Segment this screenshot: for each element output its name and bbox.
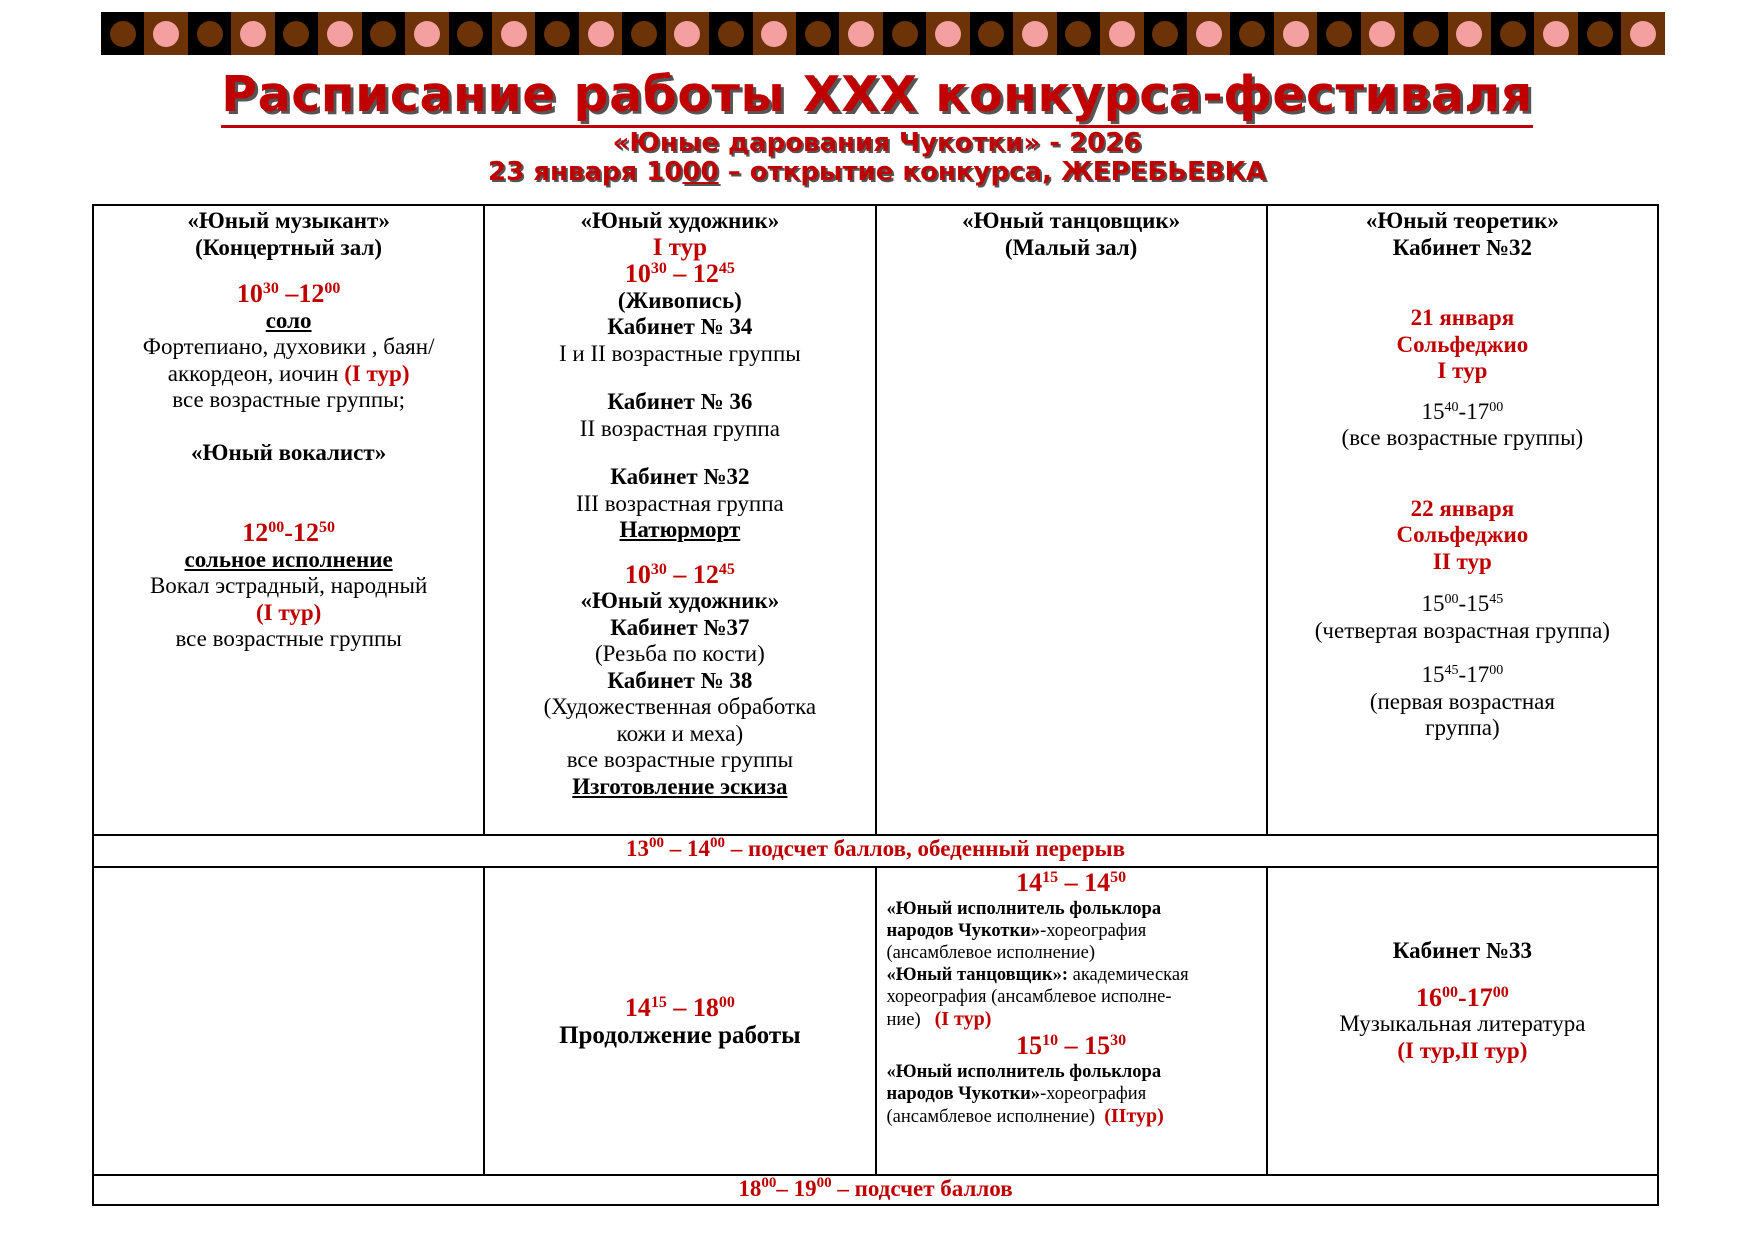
room-desc: (Резьба по кости) (595, 641, 765, 666)
border-tile (1057, 12, 1100, 55)
border-tile (1100, 12, 1143, 55)
border-dot (153, 21, 179, 47)
artist-afternoon-cell (484, 867, 875, 1175)
border-dot (1369, 21, 1395, 47)
room-groups: все возрастные группы (566, 747, 794, 772)
musician-afternoon-cell (93, 867, 484, 1175)
border-tile (1187, 12, 1230, 55)
still-life-label: Натюрморт (619, 517, 741, 542)
groups-line: (все возрастные группы) (1341, 425, 1584, 450)
border-dot (674, 21, 700, 47)
border-dot (283, 21, 309, 47)
border-dot (457, 21, 483, 47)
room-label: Кабинет №32 (610, 464, 750, 489)
border-tile (362, 12, 405, 55)
date-label: 21 января (1410, 305, 1515, 330)
room-groups: III возрастная группа (575, 490, 784, 516)
room-desc: (Художественная обработка (543, 694, 817, 719)
round-label: (I тур,II тур) (1397, 1037, 1528, 1063)
room-label: Кабинет № 38 (607, 667, 753, 693)
border-tile (753, 12, 796, 55)
border-tile (1274, 12, 1317, 55)
border-tile (1317, 12, 1360, 55)
border-tile (231, 12, 274, 55)
border-tile (883, 12, 926, 55)
border-tile (579, 12, 622, 55)
musician-cell (93, 205, 484, 835)
time-range: $14^{15} - 18^{00}$ (624, 992, 735, 1022)
column-title: «Юный музыкант» (187, 208, 390, 233)
time-range: $15^{45}-17^{00}$ (1421, 662, 1504, 687)
border-dot (588, 21, 614, 47)
ensemble-line: (ансамблевое исполнение) (886, 943, 1095, 963)
column-room: (Концертный зал) (195, 234, 383, 260)
border-tile (709, 12, 752, 55)
border-tile (666, 12, 709, 55)
border-tile (144, 12, 187, 55)
column-room: (Малый зал) (1004, 234, 1138, 260)
border-dot (935, 21, 961, 47)
room-label: Кабинет №37 (610, 614, 750, 640)
border-tile (1578, 12, 1621, 55)
subject-label: Сольфеджио (1396, 522, 1529, 547)
border-dot (1500, 21, 1526, 47)
groups-line: (первая возрастная (1369, 688, 1555, 714)
column-title: «Юный танцовщик» (962, 208, 1181, 233)
border-dot (1109, 21, 1135, 47)
round-label: I тур (1437, 358, 1488, 383)
date-label: 22 января (1410, 495, 1515, 521)
border-dot (848, 21, 874, 47)
border-tile (839, 12, 882, 55)
room-label: Кабинет № 34 (607, 314, 753, 339)
dancer-line: ние) (I тур) (886, 1008, 992, 1030)
time-range: $14^{15} - 14^{50}$ (1016, 868, 1127, 897)
time-range: $15^{40}-17^{00}$ (1421, 398, 1504, 424)
border-dot (1065, 21, 1091, 47)
table-row (93, 867, 1658, 1175)
groups-line: группа) (1425, 715, 1500, 740)
column-title: «Юный художник» (580, 208, 780, 233)
border-dot (240, 21, 266, 47)
time-range: $10^{30}$ $-12^{00}$ (236, 279, 341, 308)
border-dot (110, 21, 136, 47)
theorist-afternoon-cell (1267, 867, 1658, 1175)
time-range: $12^{00}-12^{50}$ (242, 518, 335, 547)
border-dot (197, 21, 223, 47)
border-tile (1361, 12, 1404, 55)
dancer-line: хореография (ансамблевое исполне- (886, 987, 1172, 1007)
subject-label: Музыкальная литература (1339, 1011, 1586, 1036)
border-tile (1448, 12, 1491, 55)
instruments-line: аккордеон, иочин (I тур) (167, 360, 410, 386)
painting-label: (Живопись) (617, 287, 742, 313)
border-tile (926, 12, 969, 55)
room-label: Кабинет № 36 (607, 389, 753, 414)
round-label: II тур (1432, 548, 1492, 574)
time-range: $10^{30} - 12^{45}$ (624, 259, 735, 288)
time-range: $15^{10} - 15^{30}$ (1016, 1031, 1127, 1060)
time-range: $10^{30} - 12^{45}$ (624, 559, 735, 589)
solo-performance-label: сольное исполнение (184, 546, 393, 572)
scoring-row: $18^{00}-$ $19^{00}$ – подсчет баллов (93, 1175, 1658, 1205)
border-tile (101, 12, 144, 55)
sketch-label: Изготовление эскиза (572, 773, 788, 799)
time-range: $16^{00}-17^{00}$ (1416, 982, 1509, 1012)
border-tile (1230, 12, 1273, 55)
artist-cell (484, 205, 875, 835)
folk-line: «Юный исполнитель фольклора (886, 1062, 1162, 1082)
time-range: $15^{00}-15^{45}$ (1421, 591, 1504, 616)
column-room: Кабинет №32 (1392, 234, 1532, 260)
room-groups: II возрастная группа (579, 415, 780, 441)
border-dot (414, 21, 440, 47)
instruments-line: Фортепиано, духовики , баян/ (142, 334, 435, 359)
border-tile (1491, 12, 1534, 55)
border-dot (1239, 21, 1265, 47)
room-desc: кожи и меха) (616, 720, 744, 746)
border-tile (405, 12, 448, 55)
vocal-round: (I тур) (255, 599, 322, 625)
border-tile (318, 12, 361, 55)
border-tile (449, 12, 492, 55)
border-dot (1326, 21, 1352, 47)
table-row (93, 205, 1658, 835)
room-groups: I и II возрастные группы (559, 340, 801, 366)
opening-line: 23 января 1000 – открытие конкурса, ЖЕРЕБЬЕВКА (488, 157, 1266, 187)
border-tile (275, 12, 318, 55)
dancer-line: «Юный танцовщик»: академическая (886, 965, 1189, 985)
border-tile (1144, 12, 1187, 55)
border-tile (492, 12, 535, 55)
artist-title: «Юный художник» (580, 588, 780, 613)
border-tile (1404, 12, 1447, 55)
dancer-afternoon-cell (876, 867, 1267, 1175)
vocal-title: «Юный вокалист» (191, 439, 387, 465)
border-dot (761, 21, 787, 47)
table-row (93, 1175, 1658, 1205)
border-dot (1283, 21, 1309, 47)
border-dot (631, 21, 657, 47)
border-dot (892, 21, 918, 47)
border-tile (1013, 12, 1056, 55)
border-dot (501, 21, 527, 47)
folk-line: «Юный исполнитель фольклора (886, 899, 1162, 919)
border-dot (978, 21, 1004, 47)
border-tile (188, 12, 231, 55)
theorist-cell (1267, 205, 1658, 835)
festival-subtitle: «Юные дарования Чукотки» - 2026 (612, 128, 1142, 158)
vocal-types: Вокал эстрадный, народный (149, 573, 428, 598)
border-tile (535, 12, 578, 55)
border-tile (622, 12, 665, 55)
page-title: Расписание работы XXX конкурса-фестиваля (0, 66, 1754, 128)
border-dot (544, 21, 570, 47)
border-tile (1534, 12, 1577, 55)
ensemble-line: (ансамблевое исполнение) (IIтур) (886, 1105, 1164, 1127)
schedule-table (92, 204, 1659, 1206)
room-label: Кабинет №33 (1392, 938, 1532, 963)
border-dot (1587, 21, 1613, 47)
continuation-label: Продолжение работы (559, 1022, 801, 1050)
dancer-cell (876, 205, 1267, 835)
column-title: «Юный теоретик» (1365, 208, 1559, 233)
table-row (93, 835, 1658, 867)
border-dot (1152, 21, 1178, 47)
border-dot (1413, 21, 1439, 47)
border-dot (327, 21, 353, 47)
border-dot (1456, 21, 1482, 47)
border-dot (1630, 21, 1656, 47)
groups-line: (четвертая возрастная группа) (1314, 617, 1610, 643)
border-tile (796, 12, 839, 55)
border-dot (370, 21, 396, 47)
subject-label: Сольфеджио (1396, 331, 1529, 357)
groups-line: все возрастные группы; (172, 387, 405, 412)
folk-line: народов Чукотки»-хореография (886, 921, 1147, 941)
decorative-border (101, 12, 1665, 55)
lunch-break-row: $13^{00} - 14^{00}$ – подсчет баллов, обеденный перерыв (93, 835, 1658, 867)
folk-line: народов Чукотки»-хореография (886, 1084, 1147, 1104)
border-dot (1022, 21, 1048, 47)
column-round: I тур (652, 233, 708, 261)
border-dot (718, 21, 744, 47)
border-tile (1621, 12, 1664, 55)
vocal-groups: все возрастные группы (175, 626, 402, 651)
border-tile (970, 12, 1013, 55)
border-dot (805, 21, 831, 47)
border-dot (1543, 21, 1569, 47)
solo-label: соло (265, 307, 312, 333)
border-dot (1196, 21, 1222, 47)
